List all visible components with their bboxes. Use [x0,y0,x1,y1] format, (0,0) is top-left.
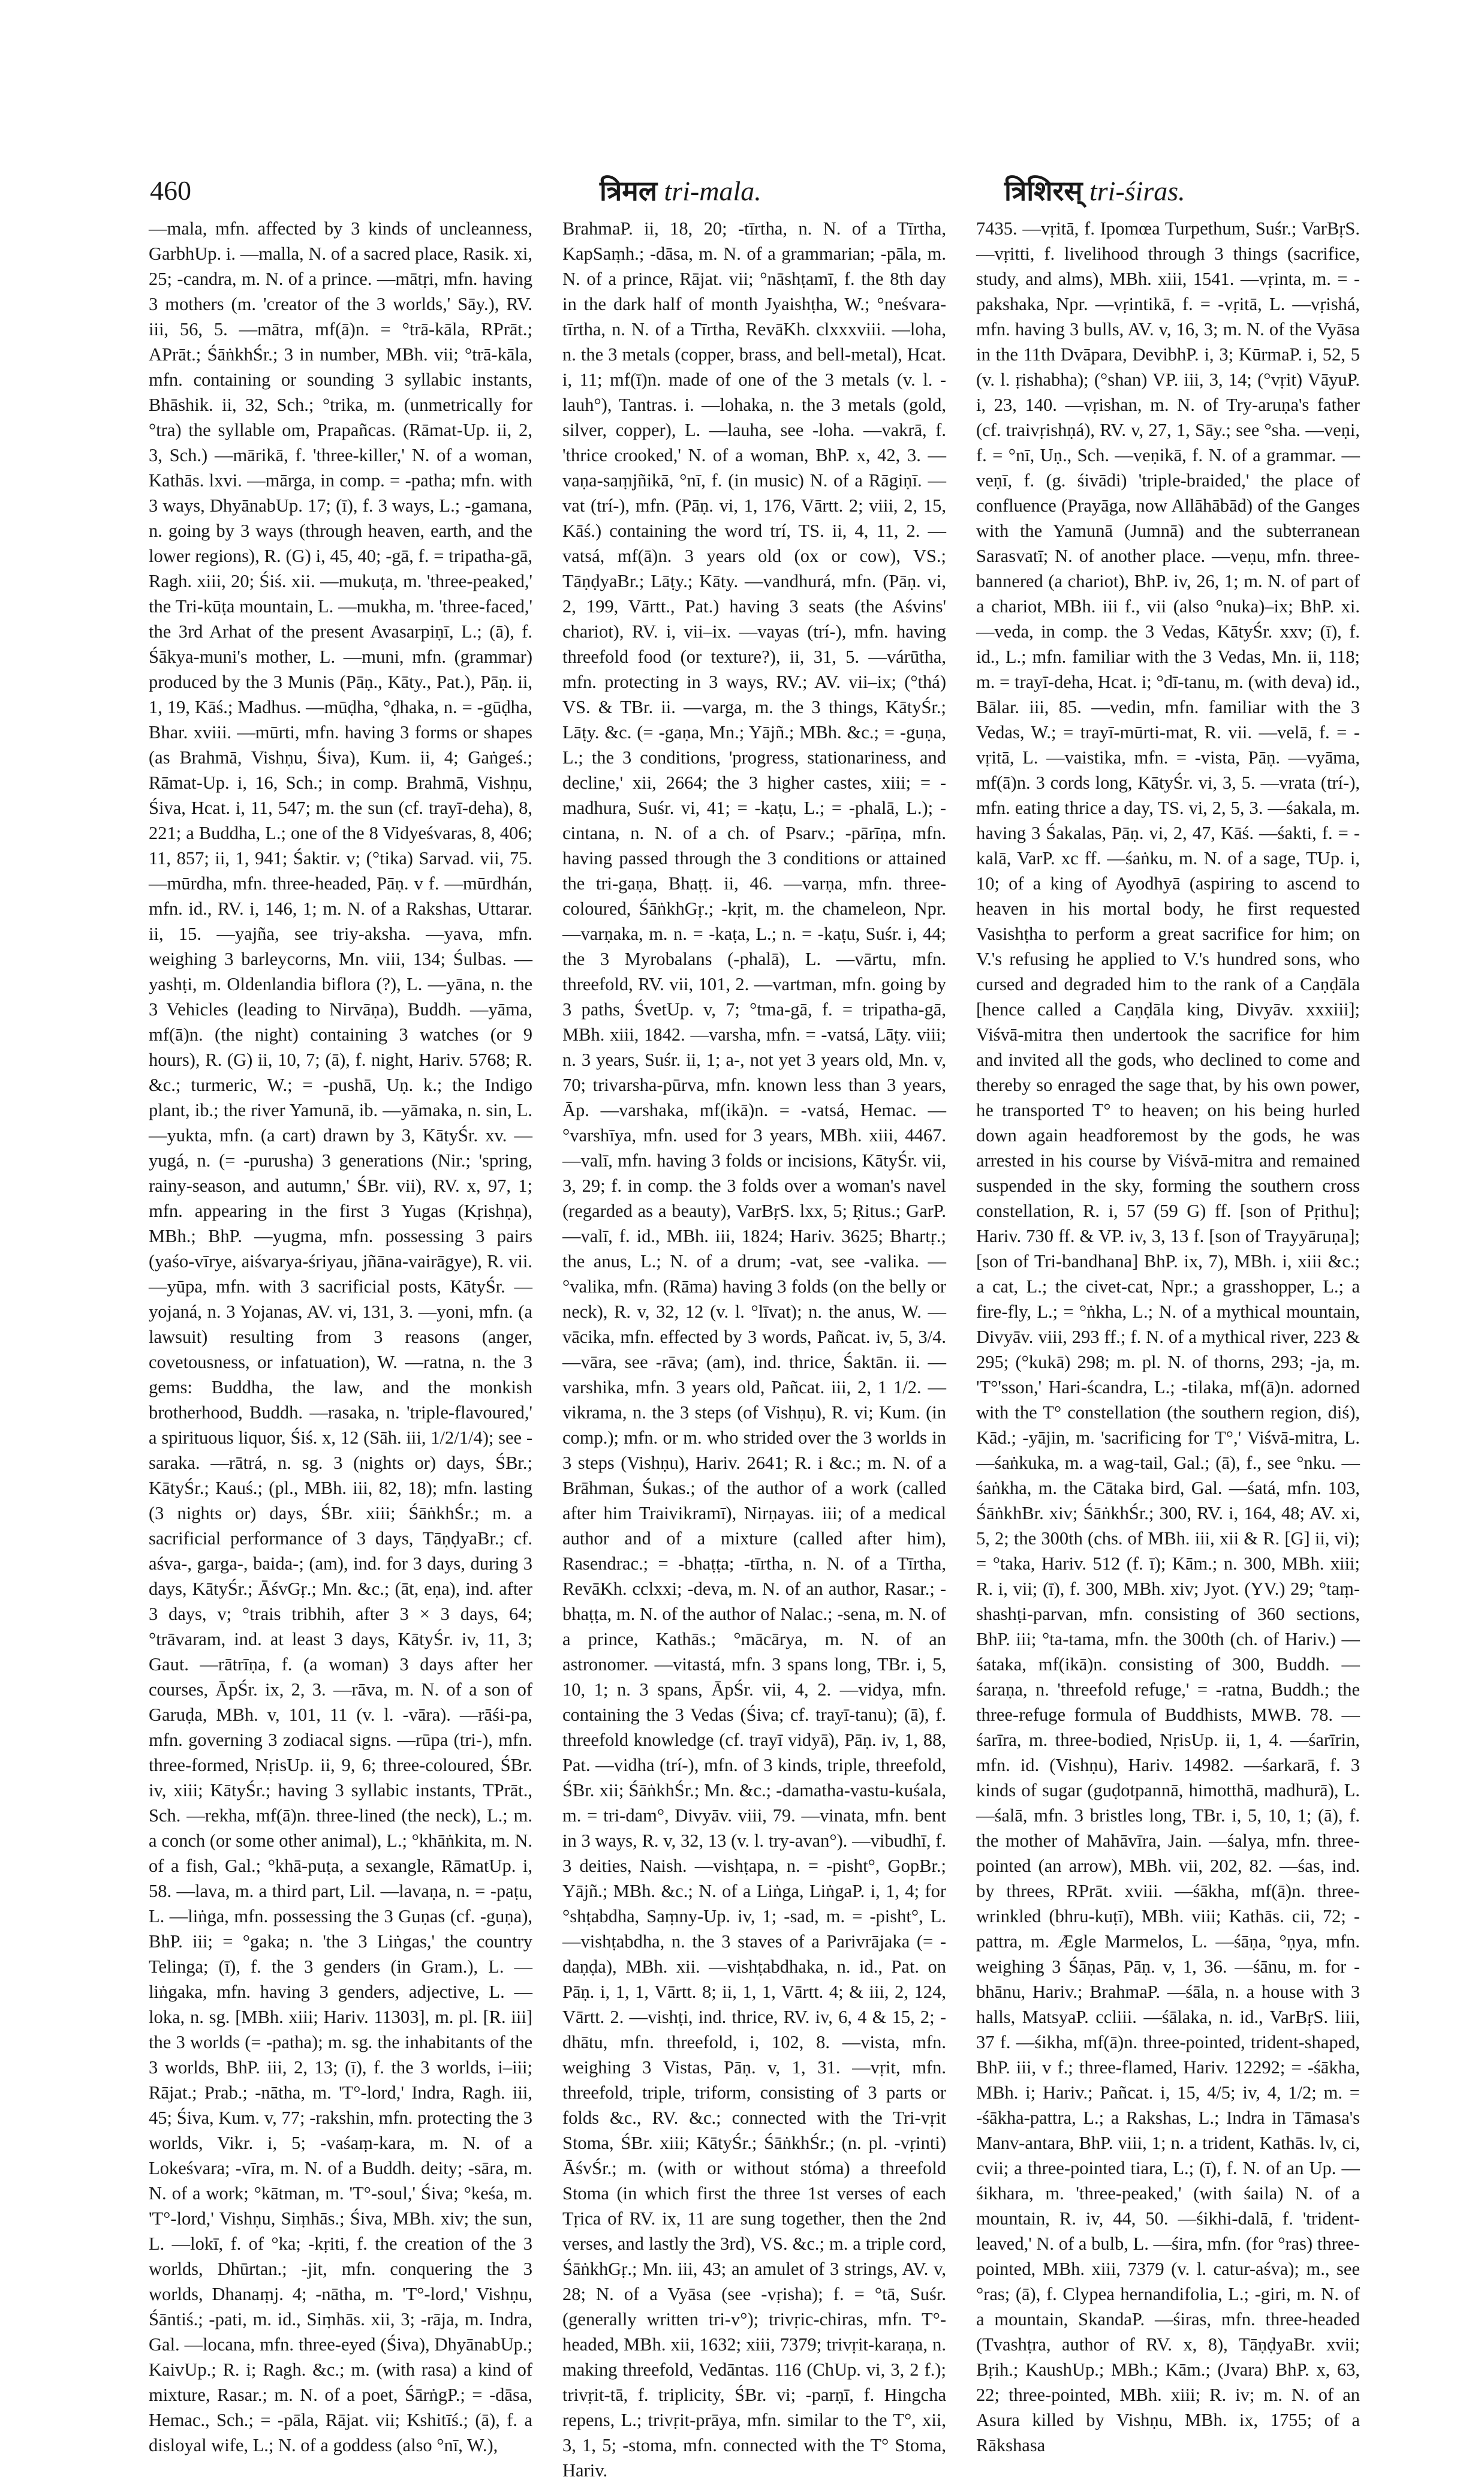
dictionary-page [144,172,1367,2481]
column-2 [562,216,946,2481]
left-headword-roman: tri-mala. [664,176,761,206]
entry-columns [144,216,1367,2481]
right-headword-roman: tri-śiras. [1089,176,1185,206]
column-1 [149,216,532,2455]
column-1-entries: —mala, mfn. affected by 3 kinds of uncleanness, GarbhUp. i. —malla, N. of a sacred place, Rasik. xi, 25; -candra, m. N. of a prince. —mātṛi, mfn. having 3 mothers (m. 'creator of the 3 worlds,' Sāy.), RV. iii, 56, 5. —mātra, mf(ā)n. = °trā-kāla, RPrāt.; APrāt.; ŚāṅkhŚr.; 3 in number, MBh. vii; °trā-kāla, mfn. containing or sounding 3 syllabic instants, Bhāshik. ii, 32, Sch.; °trika, m. (unmetrically for °tra) the syllable om, Prapañcas. (Rāmat-Up. ii, 2, 3, Sch.) —mārikā, f. 'three-killer,' N. of a woman, Kathās. lxvi. —mārga, in comp. = -patha; mfn. with 3 ways, DhyānabUp. 17; (ī), f. 3 ways, L.; -gamana, n. going by 3 ways (through heaven, earth, and the lower regions), R. (G) i, 45, 40; -gā, f. = tripatha-gā, Ragh. xiii, 20; Śiś. xii. —mukuṭa, m. 'three-peaked,' the Tri-kūṭa mountain, L. —mukha, m. 'three-faced,' the 3rd Arhat of the present Avasarpiṇī, L.; (ā), f. Śākya-muni's mother, L. —muni, mfn. (grammar) produced by the 3 Munis (Pāṇ., Kāty., Pat.), Pāṇ. ii, 1, 19, Kāś.; Madhus. —mūḍha, °ḍhaka, n. = -gūḍha, Bhar. xviii. —mūrti, mfn. having 3 forms or shapes (as Brahmā, Vishṇu, Śiva), Kum. ii, 4; Gaṅgeś.; Rāmat-Up. i, 16, Sch.; in comp. Brahmā, Vishṇu, Śiva, Hcat. i, 11, 547; m. the sun (cf. trayī-deha), 8, 221; a Buddha, L.; one of the 8 Vidyeśvaras, 8, 406; 11, 857; ii, 1, 941; Śaktir. v; (°tika) Sarvad. vii, 75. —mūrdha, mfn. three-headed, Pāṇ. v f. —mūrdhán, mfn. id., RV. i, 146, 1; m. N. of a Rakshas, Uttarar. ii, 15. —yajña, see triy-aksha. —yava, mfn. weighing 3 barleycorns, Mn. viii, 134; Śulbas. —yashṭi, m. Oldenlandia biflora (?), L. —yāna, n. the 3 Vehicles (leading to Nirvāṇa), Buddh. —yāma, mf(ā)n. (the night) containing 3 watches (or 9 hours), R. (G) ii, 10, 7; (ā), f. night, Hariv. 5768; R. &c.; turmeric, W.; = -pushā, Uṇ. k.; the Indigo plant, ib.; the river Yamunā, ib. —yāmaka, n. sin, L. —yukta, mfn. (a cart) drawn by 3, KātyŚr. xv. —yugá, n. (= -purusha) 3 generations (Nir.; 'spring, rainy-season, and autumn,' ŚBr. vii), RV. x, 97, 1; mfn. appearing in the first 3 Yugas (Kṛishṇa), MBh.; BhP. —yugma, mfn. possessing 3 pairs (yaśo-vīrye, aiśvarya-śriyau, jñāna-vairāgye), R. vii. —yūpa, mfn. with 3 sacrificial posts, KātyŚr. —yojaná, n. 3 Yojanas, AV. vi, 131, 3. —yoni, mfn. (a lawsuit) resulting from 3 reasons (anger, covetousness, or infatuation), W. —ratna, n. the 3 gems: Buddha, the law, and the monkish brotherhood, Buddh. —rasaka, n. 'triple-flavoured,' a spirituous liquor, Śiś. x, 12 (Sāh. iii, 1/2/1/4); see -saraka. —rātrá, n. sg. 3 (nights or) days, ŚBr.; KātyŚr.; Kauś.; (pl., MBh. iii, 82, 18); mfn. lasting (3 nights or) days, ŚBr. xiii; ŚāṅkhŚr.; m. a sacrificial performance of 3 days, TāṇḍyaBr.; cf. aśva-, garga-, baida-; (am), ind. for 3 days, during 3 days, KātyŚr.; ĀśvGṛ.; Mn. &c.; (āt, eṇa), ind. after 3 days, v; °trais tribhih, after 3 × 3 days, 64; °trāvaram, ind. at least 3 days, KātyŚr. iv, 11, 3; Gaut. —rātrīṇa, f. (a woman) 3 days after her courses, ĀpŚr. ix, 2, 3. —rāva, m. N. of a son of Garuḍa, MBh. v, 101, 11 (v. l. -vāra). —rāśi-pa, mfn. governing 3 zodiacal signs. —rūpa (tri-), mfn. three-formed, NṛisUp. ii, 9, 6; three-coloured, ŚBr. iv, xiii; KātyŚr.; having 3 syllabic instants, TPrāt., Sch. —rekha, mf(ā)n. three-lined (the neck), L.; m. a conch (or some other animal), L.; °khāṅkita, m. N. of a fish, Gal.; °khā-puṭa, a sexangle, RāmatUp. i, 58. —lava, m. a third part, Lil. —lavaṇa, n. = -paṭu, L. —liṅga, mfn. possessing the 3 Guṇas (cf. -guṇa), BhP. iii; = °gaka; n. 'the 3 Liṅgas,' the country Telinga; (ī), f. the 3 genders (in Gram.), L. —liṅgaka, mfn. having 3 genders, adjective, L. —loka, n. sg. [MBh. xiii; Hariv. 11303], m. pl. [R. iii] the 3 worlds (= -patha); m. sg. the inhabitants of the 3 worlds, BhP. iii, 2, 13; (ī), f. the 3 worlds, i–iii; Rājat.; Prab.; -nātha, m. 'T°-lord,' Indra, Ragh. iii, 45; Śiva, Kum. v, 77; -rakshin, mfn. protecting the 3 worlds, Vikr. i, 5; -vaśaṃ-kara, m. N. of a Lokeśvara; -vīra, m. N. of a Buddh. deity; -sāra, m. N. of a work; °kātman, m. 'T°-soul,' Śiva; °keśa, m. 'T°-lord,' Vishṇu, Siṃhās.; Śiva, MBh. xiv; the sun, L. —lokī, f. of °ka; -kṛiti, f. the creation of the 3 worlds, Dhūrtan.; -jit, mfn. conquering the 3 worlds, Dhanaṃj. 4; -nātha, m. 'T°-lord,' Vishṇu, Śāntiś.; -pati, m. id., Siṃhās. xii, 3; -rāja, m. Indra, Gal. —locana, mfn. three-eyed (Śiva), DhyānabUp.; KaivUp.; R. i; Ragh. &c.; m. (with rasa) a kind of mixture, Rasar.; m. N. of a poet, ŚārṅgP.; = -dāsa, Hemac., Sch.; = -pāla, Rājat. vii; Kshitīś.; (ā), f. a disloyal wife, L.; N. of a goddess (also °nī, W.), [149,218,532,2455]
right-headword-devanagari: त्रिशिरस् [1004,175,1083,207]
column-2-entries: BrahmaP. ii, 18, 20; -tīrtha, n. N. of a Tīrtha, KapSaṃh.; -dāsa, m. N. of a grammarian; -pāla, m. N. of a prince, Rājat. vii; °nāshṭamī, f. the 8th day in the dark half of month Jyaishṭha, W.; °neśvara-tīrtha, n. N. of a Tīrtha, RevāKh. clxxxviii. —loha, n. the 3 metals (copper, brass, and bell-metal), Hcat. i, 11; mf(ī)n. made of one of the 3 metals (v. l. -lauh°), Tantras. i. —lohaka, n. the 3 metals (gold, silver, copper), L. —lauha, see -loha. —vakrā, f. 'thrice crooked,' N. of a woman, BhP. x, 42, 3. —vaṇa-saṃjñikā, °nī, f. (in music) N. of a Rāgiṇī. —vat (trí-), mfn. (Pāṇ. vi, 1, 176, Vārtt. 2; viii, 2, 15, Kāś.) containing the word trí, TS. ii, 4, 11, 2. —vatsá, mf(ā)n. 3 years old (ox or cow), VS.; TāṇḍyaBr.; Lāṭy.; Kāty. —vandhurá, mfn. (Pāṇ. vi, 2, 199, Vārtt., Pat.) having 3 seats (the Aśvins' chariot), RV. i, vii–ix. —vayas (trí-), mfn. having threefold food (or texture?), ii, 31, 5. —várūtha, mfn. protecting in 3 ways, RV.; AV. vii–ix; (°thá) VS. & TBr. ii. —varga, m. the 3 things, KātyŚr.; Lāṭy. &c. (= -gaṇa, Mn.; Yājñ.; MBh. &c.; = -guṇa, L.; the 3 conditions, 'progress, stationariness, and decline,' xii, 2664; the 3 higher castes, xiii; = -madhura, Suśr. vi, 41; = -kaṭu, L.; = -phalā, L.); -cintana, n. N. of a ch. of Psarv.; -pārīṇa, mfn. having passed through the 3 conditions or attained the tri-gaṇa, Bhaṭṭ. ii, 46. —varṇa, mfn. three-coloured, ŚāṅkhGṛ.; -kṛit, m. the chameleon, Npr. —varṇaka, m. n. = -kaṭa, L.; n. = -kaṭu, Suśr. i, 44; the 3 Myrobalans (-phalā), L. —vārtu, mfn. threefold, RV. vii, 101, 2. —vartman, mfn. going by 3 paths, ŚvetUp. v, 7; °tma-gā, f. = tripatha-gā, MBh. xiii, 1842. —varsha, mfn. = -vatsá, Lāṭy. viii; n. 3 years, Suśr. ii, 1; a-, not yet 3 years old, Mn. v, 70; trivarsha-pūrva, mfn. known less than 3 years, Āp. —varshaka, mf(ikā)n. = -vatsá, Hemac. —°varshīya, mfn. used for 3 years, MBh. xiii, 4467. —valī, mfn. having 3 folds or incisions, KātyŚr. vii, 3, 29; f. in comp. the 3 folds over a woman's navel (regarded as a beauty), VarBṛS. lxx, 5; Ṛitus.; GarP. —valī, f. id., MBh. iii, 1824; Hariv. 3625; Bhartṛ.; the anus, L.; N. of a drum; -vat, see -valika. —°valika, mfn. (Rāma) having 3 folds (on the belly or neck), R. v, 32, 12 (v. l. °līvat); n. the anus, W. —vācika, mfn. effected by 3 words, Pañcat. iv, 5, 3/4. —vāra, see -rāva; (am), ind. thrice, Śaktān. ii. —varshika, mfn. 3 years old, Pañcat. iii, 2, 1 1/2. —vikrama, n. the 3 steps (of Vishṇu), R. vi; Kum. (in comp.); mfn. or m. who strided over the 3 worlds in 3 steps (Vishṇu), Hariv. 2641; R. i &c.; m. N. of a Brāhman, Śukas.; of the author of a work (called after him Traivikramī), Nirṇayas. iii; of a medical author and of a mixture (called after him), Rasendrac.; = -bhaṭṭa; -tīrtha, n. N. of a Tīrtha, RevāKh. cclxxi; -deva, m. N. of an author, Rasar.; -bhaṭṭa, m. N. of the author of Nalac.; -sena, m. N. of a prince, Kathās.; °mācārya, m. N. of an astronomer. —vitastá, mfn. 3 spans long, TBr. i, 5, 10, 1; n. 3 spans, ĀpŚr. vii, 4, 2. —vidya, mfn. containing the 3 Vedas (Śiva; cf. trayī-tanu); (ā), f. threefold knowledge (cf. trayī vidyā), Pāṇ. iv, 1, 88, Pat. —vidha (trí-), mfn. of 3 kinds, triple, threefold, ŚBr. xii; ŚāṅkhŚr.; Mn. &c.; -damatha-vastu-kuśala, m. = tri-dam°, Divyāv. viii, 79. —vinata, mfn. bent in 3 ways, R. v, 32, 13 (v. l. try-avan°). —vibudhī, f. 3 deities, Naish. —vishṭapa, n. = -pisht°, GopBr.; Yājñ.; MBh. &c.; N. of a Liṅga, LiṅgaP. i, 1, 4; for °shṭabdha, Saṃny-Up. iv, 1; -sad, m. = -pisht°, L. —vishṭabdha, n. the 3 staves of a Parivrājaka (= -daṇḍa), MBh. xii. —vishṭabdhaka, n. id., Pat. on Pāṇ. i, 1, 1, Vārtt. 8; ii, 1, 1, Vārtt. 4; & iii, 2, 124, Vārtt. 2. —vishṭi, ind. thrice, RV. iv, 6, 4 & 15, 2; -dhātu, mfn. threefold, i, 102, 8. —vista, mfn. weighing 3 Vistas, Pāṇ. v, 1, 31. —vṛit, mfn. threefold, triple, triform, consisting of 3 parts or folds &c., RV. &c.; connected with the Tri-vṛit Stoma, ŚBr. xiii; KātyŚr.; ŚāṅkhŚr.; (n. pl. -vṛinti) ĀśvŚr.; m. (with or without stóma) a threefold Stoma (in which first the three 1st verses of each Tṛica of RV. ix, 11 are sung together, then the 2nd verses, and lastly the 3rd), VS. &c.; m. a triple cord, ŚāṅkhGṛ.; Mn. iii, 43; an amulet of 3 strings, AV. v, 28; N. of a Vyāsa (see -vṛisha); f. = °tā, Suśr. (generally written tri-v°); trivṛic-chiras, mfn. T°-headed, MBh. xii, 1632; xiii, 7379; trivṛit-karaṇa, n. making threefold, Vedāntas. 116 (ChUp. vi, 3, 2 f.); trivṛit-tā, f. triplicity, ŚBr. vi; -parṇī, f. Hingcha repens, L.; trivṛit-prāya, mfn. similar to the T°, xii, 3, 1, 5; -stoma, mfn. connected with the T° Stoma, Hariv. [562,218,946,2481]
column-3-entries: 7435. —vṛitā, f. Ipomœa Turpethum, Suśr.; VarBṛS. —vṛitti, f. livelihood through 3 things (sacrifice, study, and alms), MBh. xiii, 1541. —vṛinta, m. = -pakshaka, Npr. —vṛintikā, f. = -vṛitā, L. —vṛishá, mfn. having 3 bulls, AV. v, 16, 3; m. N. of the Vyāsa in the 11th Dvāpara, DevibhP. i, 3; KūrmaP. i, 52, 5 (v. l. ṛishabha); (°shan) VP. iii, 3, 14; (°vṛit) VāyuP. i, 23, 140. —vṛishan, m. N. of Try-aruṇa's father (cf. traivṛishṇá), RV. v, 27, 1, Sāy.; see °sha. —veṇi, f. = °nī, Uṇ., Sch. —veṇikā, f. N. of a grammar. —veṇī, f. (g. śivādi) 'triple-braided,' the place of confluence (Prayāga, now Allāhābād) of the Ganges with the Yamunā (Jumnā) and the subterranean Sarasvatī; N. of another place. —veṇu, mfn. three-bannered (a chariot), BhP. iv, 26, 1; m. N. of part of a chariot, MBh. iii f., vii (also °nuka)–ix; BhP. xi. —veda, in comp. the 3 Vedas, KātyŚr. xxv; (ī), f. id., L.; mfn. familiar with the 3 Vedas, Mn. ii, 118; m. = trayī-deha, Hcat. i; °dī-tanu, m. (with deva) id., Bālar. iii, 85. —vedin, mfn. familiar with the 3 Vedas, W.; = trayī-mūrti-mat, R. vii. —velā, f. = -vṛitā, L. —vaistika, mfn. = -vista, Pāṇ. —vyāma, mf(ā)n. 3 cords long, KātyŚr. vi, 3, 5. —vrata (trí-), mfn. eating thrice a day, TS. vi, 2, 5, 3. —śakala, m. having 3 Śakalas, Pāṇ. vi, 2, 47, Kāś. —śakti, f. = -kalā, VarP. xc ff. —śaṅku, m. N. of a sage, TUp. i, 10; of a king of Ayodhyā (aspiring to ascend to heaven in his mortal body, he first requested Vasishṭha to perform a great sacrifice for him; on V.'s refusing he applied to V.'s hundred sons, who cursed and degraded him to the rank of a Caṇḍāla [hence called a Caṇḍāla king, Divyāv. xxxiii]; Viśvā-mitra then undertook the sacrifice for him and invited all the gods, who declined to come and thereby so enraged the sage that, by his own power, he transported T° to heaven; on his being hurled down again headforemost by the gods, he was arrested in his course by Viśvā-mitra and remained suspended in the sky, forming the southern cross constellation, R. i, 57 (59 G) ff. [son of Pṛithu]; Hariv. 730 ff. & VP. iv, 3, 13 f. [son of Trayyāruṇa]; [son of Tri-bandhana] BhP. ix, 7), MBh. i, xiii &c.; a cat, L.; the civet-cat, Npr.; a grasshopper, L.; a fire-fly, L.; = °ṅkha, L.; N. of a mythical mountain, Divyāv. viii, 293 ff.; f. N. of a mythical river, 223 & 295; (°kukā) 298; m. pl. N. of thorns, 293; -ja, m. 'T°'sson,' Hari-ścandra, L.; -tilaka, mf(ā)n. adorned with the T° constellation (the southern region, diś), Kād.; -yājin, m. 'sacrificing for T°,' Viśvā-mitra, L. —śaṅkuka, m. a wag-tail, Gal.; (ā), f., see °nku. —śaṅkha, m. the Cātaka bird, Gal. —śatá, mfn. 103, ŚāṅkhBr. xiv; ŚāṅkhŚr.; 300, RV. i, 164, 48; AV. xi, 5, 2; the 300th (chs. of MBh. iii, xii & R. [G] ii, vi); = °taka, Hariv. 512 (f. ī); Kām.; n. 300, MBh. xiii; R. i, vii; (ī), f. 300, MBh. xiv; Jyot. (YV.) 29; °taṃ-shashṭi-parvan, mfn. consisting of 360 sections, BhP. iii; °ta-tama, mfn. the 300th (ch. of Hariv.) —śataka, mf(ikā)n. consisting of 300, Buddh. —śaraṇa, n. 'threefold refuge,' = -ratna, Buddh.; the three-refuge formula of Buddhists, MWB. 78. —śarīra, m. three-bodied, NṛisUp. ii, 1, 4. —śarīrin, mfn. id. (Vishṇu), Hariv. 14982. —śarkarā, f. 3 kinds of sugar (guḍotpannā, himotthā, madhurā), L. —śalā, mfn. 3 bristles long, TBr. i, 5, 10, 1; (ā), f. the mother of Mahāvīra, Jain. —śalya, mfn. three-pointed (an arrow), MBh. vii, 202, 82. —śas, ind. by threes, RPrāt. xviii. —śākha, mf(ā)n. three-wrinkled (bhru-kuṭī), MBh. viii; Kathās. cii, 72; -pattra, m. Ægle Marmelos, L. —śāṇa, °ṇya, mfn. weighing 3 Śāṇas, Pāṇ. v, 1, 36. —śānu, m. for -bhānu, Hariv.; BrahmaP. —śāla, n. a house with 3 halls, MatsyaP. ccliii. —śālaka, n. id., VarBṛS. liii, 37 f. —śikha, mf(ā)n. three-pointed, trident-shaped, BhP. iii, v f.; three-flamed, Hariv. 12292; = -śākha, MBh. i; Hariv.; Pañcat. i, 15, 4/5; iv, 4, 1/2; m. = -śākha-pattra, L.; a Rakshas, L.; Indra in Tāmasa's Manv-antara, BhP. viii, 1; n. a trident, Kathās. lv, ci, cvii; a three-pointed tiara, L.; (ī), f. N. of an Up. —śikhara, m. 'three-peaked,' (with śaila) N. of a mountain, R. iv, 44, 50. —śikhi-dalā, f. 'trident-leaved,' N. of a bulb, L. —śira, mfn. (for °ras) three-pointed, MBh. xiii, 7379 (v. l. catur-aśva); m., see °ras; (ā), f. Clypea hernandifolia, L.; -giri, m. N. of a mountain, SkandaP. —śiras, mfn. three-headed (Tvashṭra, author of RV. x, 8), TāṇḍyaBr. xvii; Bṛih.; KaushUp.; MBh.; Kām.; (Jvara) BhP. x, 63, 22; three-pointed, MBh. xiii; R. iv; m. N. of an Asura killed by Vishṇu, MBh. ix, 1755; of a Rākshasa [976,218,1360,2455]
running-header [144,172,1367,210]
left-headword [600,172,761,211]
page-number: 460 [150,175,191,206]
left-headword-devanagari: त्रिमल [600,175,658,207]
column-3 [976,216,1360,2455]
right-headword [1004,172,1185,211]
